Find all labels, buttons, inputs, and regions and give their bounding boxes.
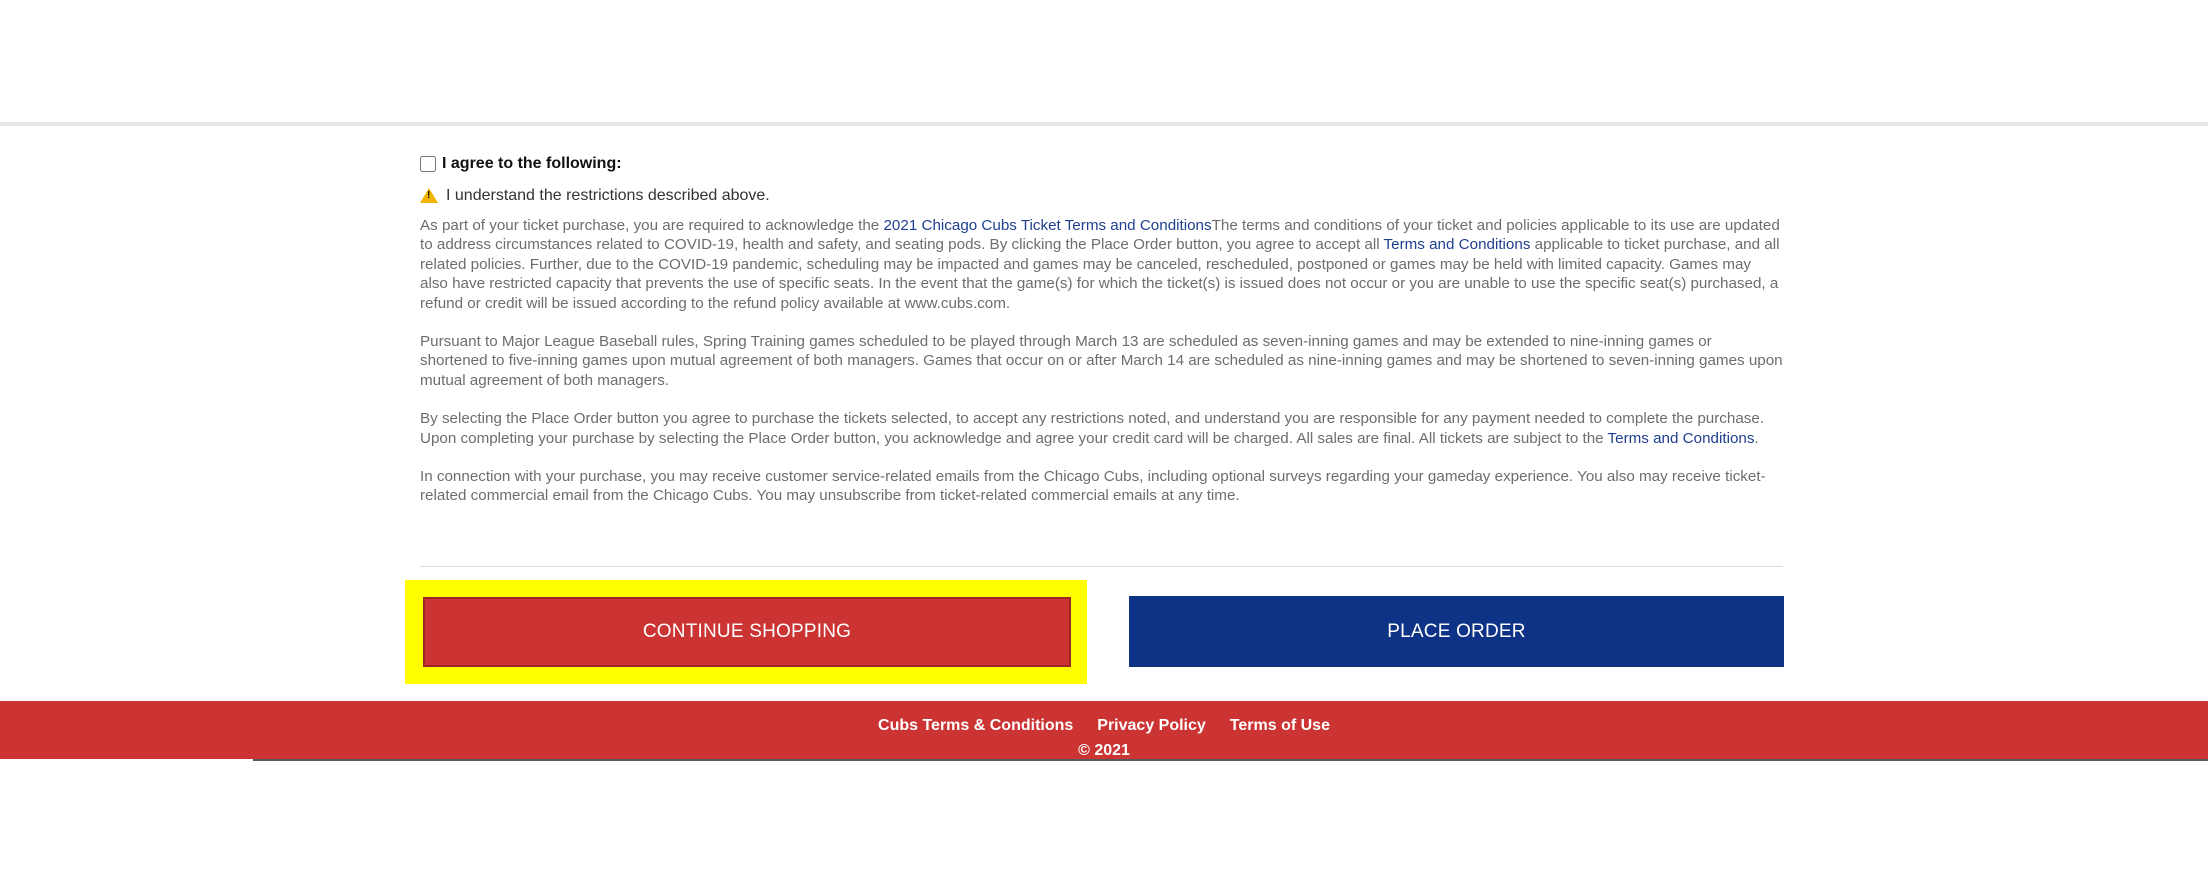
terms-text: . bbox=[1754, 429, 1759, 447]
header-divider bbox=[0, 122, 2208, 126]
terms-paragraph-covid bbox=[420, 216, 1783, 313]
terms-and-conditions-link[interactable]: Terms and Conditions bbox=[1383, 236, 1531, 254]
footer-link-terms-of-use[interactable]: Terms of Use bbox=[1229, 717, 1330, 734]
section-divider bbox=[420, 566, 1783, 567]
agree-row bbox=[420, 150, 1783, 178]
agree-checkbox[interactable] bbox=[420, 156, 436, 172]
footer-links bbox=[0, 717, 2208, 735]
terms-paragraph-purchase bbox=[420, 409, 1783, 448]
warning-row bbox=[420, 184, 1783, 208]
place-order-button[interactable]: PLACE ORDER bbox=[1129, 596, 1784, 667]
terms-and-conditions-link-2[interactable]: Terms and Conditions bbox=[1607, 429, 1755, 447]
terms-text: As part of your ticket purchase, you are required to acknowledge the bbox=[420, 217, 884, 234]
continue-shopping-button[interactable]: CONTINUE SHOPPING bbox=[423, 597, 1071, 667]
agree-label[interactable]: I agree to the following: bbox=[442, 155, 622, 172]
warning-text: I understand the restrictions described above. bbox=[446, 187, 770, 204]
terms-text: The terms and conditions of your ticket and policies applicable to its use are updated to address circumstances related to COVID-19, health and safety, and seating pods. By clicking the Place Order button, you agree to accept all bbox=[420, 217, 1780, 254]
footer-copyright: © 2021 bbox=[1078, 742, 1130, 759]
terms-text: By selecting the Place Order button you agree to purchase the tickets selected, to accept any restrictions noted, and understand you are responsible for any payment needed to complete the purchase. Upon completing your purchase by selecting the Place Order button, you acknowledge and agree your credit card will be charged. All sales are final. All tickets are subject to the bbox=[420, 410, 1765, 447]
warning-icon: ! bbox=[420, 188, 438, 203]
terms-section bbox=[420, 150, 1783, 506]
terms-paragraph-spring-training: Pursuant to Major League Baseball rules, Spring Training games scheduled to be played through March 13 are scheduled as seven-inning games and may be extended to nine-inning games or shortened to five-inning games upon mutual agreement of both managers. Games that occur on or after March 14 are scheduled as nine-inning games and may be shortened to seven-inning games upon mutual agreement of both managers. bbox=[420, 333, 1783, 389]
footer bbox=[0, 701, 2208, 759]
footer-link-cubs-terms[interactable]: Cubs Terms & Conditions bbox=[878, 717, 1074, 734]
ticket-terms-link[interactable]: 2021 Chicago Cubs Ticket Terms and Conditions bbox=[883, 217, 1212, 234]
footer-link-privacy-policy[interactable]: Privacy Policy bbox=[1097, 717, 1206, 734]
terms-text: applicable to ticket purchase, and all related policies. Further, due to the COVID-19 pandemic, scheduling may be impacted and games may be canceled, rescheduled, postponed or games may be held with limited capacity. Games may also have restricted capacity that prevents the use of specific seats. In the event that the game(s) for which the ticket(s) is issued does not occur or you are unable to use the specific seat(s) purchased, a refund or credit will be issued according to the refund policy available at www.cubs.com. bbox=[420, 236, 1780, 312]
terms-paragraph-emails: In connection with your purchase, you may receive customer service-related emails from the Chicago Cubs, including optional surveys regarding your gameday experience. You also may receive ticket-related commercial email from the Chicago Cubs. You may unsubscribe from ticket-related commercial emails at any time. bbox=[420, 468, 1766, 505]
footer-bottom-line bbox=[253, 759, 2208, 761]
